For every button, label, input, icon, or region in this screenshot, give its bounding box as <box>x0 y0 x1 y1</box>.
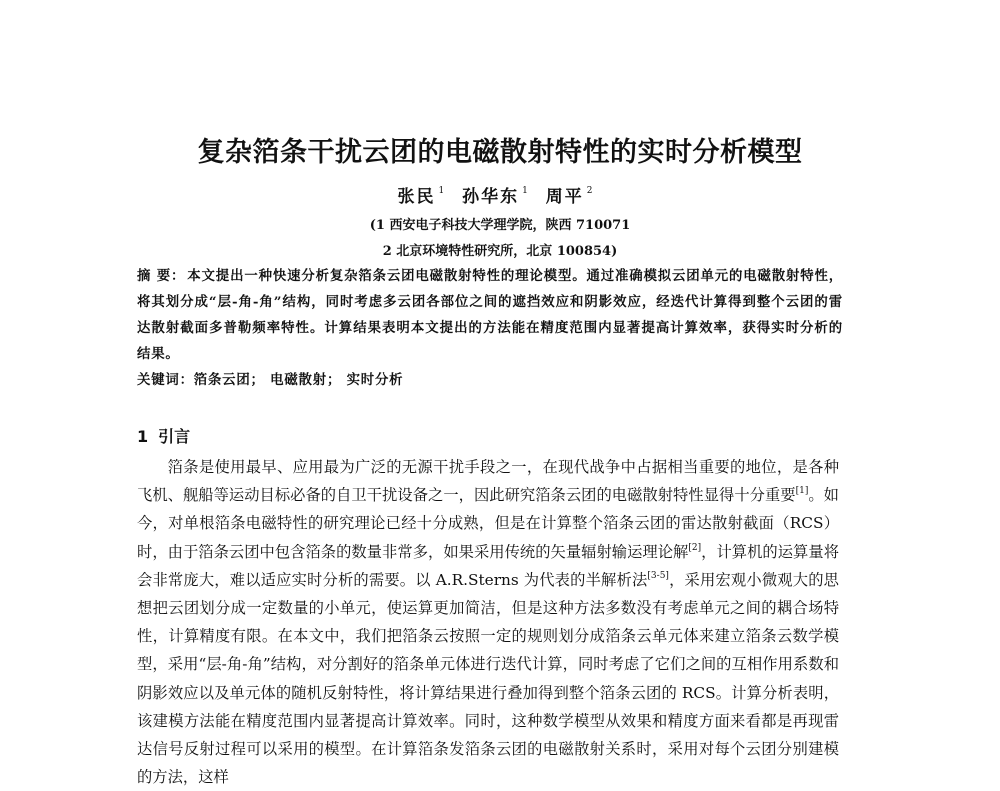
section-title: 引言 <box>158 427 191 446</box>
intro-text: 箔条是使用最早、应用最为广泛的无源干扰手段之一，在现代战争中占据相当重要的地位，是各种飞机、舰船等运动目标必备的自卫干扰设备之一，因此研究箔条云团的电磁散射特性显得十分重要 <box>137 458 839 505</box>
author-affiliation-mark: 2 <box>586 186 595 196</box>
keywords <box>137 369 843 388</box>
abstract <box>137 263 843 367</box>
intro-text: 。如今，对单根箔条电磁特性的研究理论已经十分成熟，但是在计算整个箔条云团的雷达散射截面（RCS）时，由于箔条云团中包含箔条的数量非常多，如果采用传统的矢量辐射输运理论解 <box>137 486 839 561</box>
citation: [3-5] <box>647 570 669 581</box>
affiliation-2: 2 北京环境特性研究所，北京 100854) <box>382 244 618 259</box>
section-number: 1 <box>137 427 149 446</box>
paper-title: 复杂箔条干扰云团的电磁散射特性的实时分析模型 <box>197 137 803 168</box>
intro-text: ，计算机的运算量将会非常庞大，难以适应实时分析的需要。以 A.R.Sterns 为代表的半解析法 <box>137 542 839 589</box>
author-name: 周平 <box>545 187 584 207</box>
author-name: 孙华东 <box>462 187 520 207</box>
abstract-text: 本文提出一种快速分析复杂箔条云团电磁散射特性的理论模型。通过准确模拟云团单元的电磁散射特性，将其划分成“层-角-角”结构，同时考虑多云团各部位之间的遮挡效应和阴影效应，经迭代计算得到整个云团的雷达散射截面多普勒频率特性。计算结果表明本文提出的方法能在精度范围内显著提高计算效率，获得实时分析的结果。 <box>137 268 843 362</box>
intro-text: ，采用宏观小微观大的思想把云团划分成一定数量的小单元，使运算更加简洁，但是这种方法多数没有考虑单元之间的耦合场特性，计算精度有限。在本文中，我们把箔条云按照一定的规则划分成箔条云单元体来建立箔条云数学模型，采用“层-角-角”结构，对分割好的箔条单元体进行迭代计算，同时考虑了它们之间的互相作用系数和阴影效应以及单元体的随机反射特性，将计算结果进行叠加得到整个箔条云团的 RCS。计算分析表明，该建模方法能在精度范围内显著提高计算效率。同时，这种数学模型从效果和精度方面来看都是再现雷达信号反射过程可以采用的模型。在计算箔条发箔条云团的电磁散射关系时，采用对每个云团分别建模的方法，这样 <box>137 570 839 787</box>
section-heading <box>137 424 190 447</box>
keywords-label: 关键词： <box>137 372 194 388</box>
citation: [2] <box>688 542 702 553</box>
abstract-label: 摘 要： <box>137 268 186 284</box>
author-list <box>0 182 1000 207</box>
affiliation-1: (1 西安电子科技大学理学院，陕西 710071 <box>369 218 631 233</box>
author-affiliation-mark: 1 <box>522 186 530 196</box>
author-name: 张民 <box>397 187 436 207</box>
introduction-paragraph <box>137 453 839 791</box>
keywords-text: 箔条云团； 电磁散射； 实时分析 <box>193 372 404 388</box>
citation: [1] <box>795 486 809 497</box>
author-affiliation-mark: 1 <box>438 186 447 196</box>
